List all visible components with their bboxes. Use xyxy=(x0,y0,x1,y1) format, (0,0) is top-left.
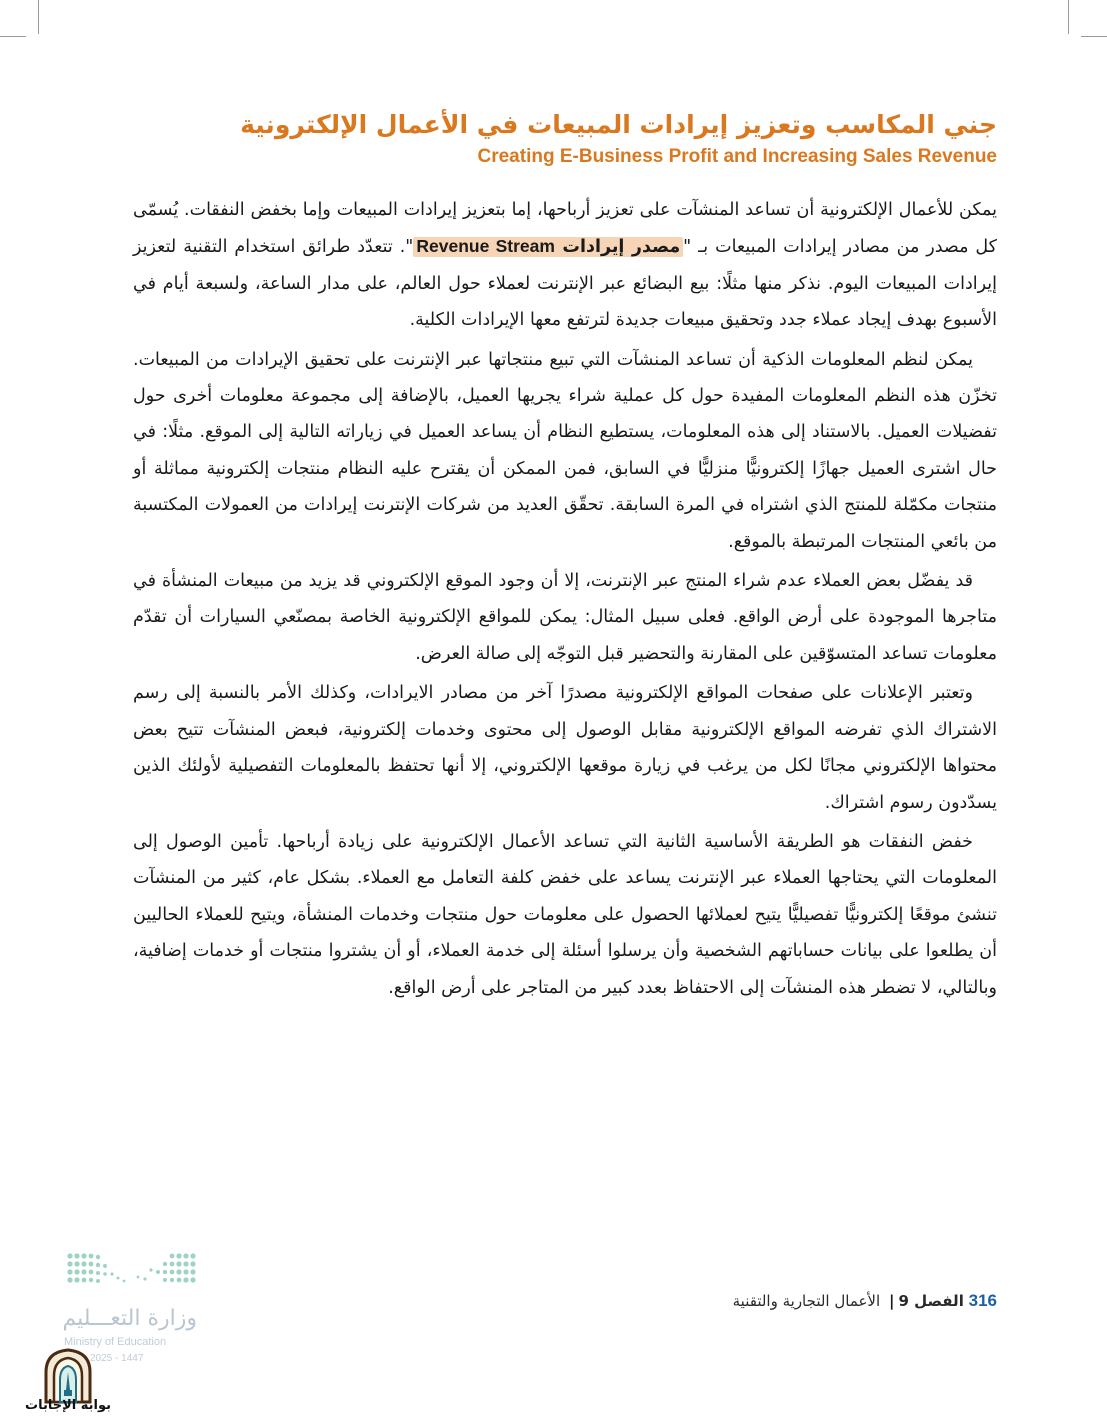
ministry-name-english: Ministry of Education xyxy=(64,1336,167,1348)
section-heading-arabic: جني المكاسب وتعزيز إيرادات المبيعات في الأعمال الإلكترونية xyxy=(240,110,997,139)
paragraph-3: قد يفضّل بعض العملاء عدم شراء المنتج عبر الإنترنت، إلا أن وجود الموقع الإلكتروني قد يزيد من مبيعات المنشأة في متاجرها الموجودة على أرض الواقع. فعلى سبيل المثال: يمكن للمواقع الإلكترونية الخاصة بمصنّعي السيارات أن تقدّم معلومات تساعد المتسوّقين على المقارنة والتحضير قبل التوجّه إلى صالة العرض. xyxy=(133,571,997,664)
paragraph-5: خفض النفقات هو الطريقة الأساسية الثانية التي تساعد الأعمال الإلكترونية على زيادة أرباحها. تأمين الوصول إلى المعلومات التي يحتاجها العملاء عبر الإنترنت يساعد على خفض كلفة التعامل مع العملاء. بشكل عام، كثير من المنشآت تنشئ موقعًا إلكترونيًّا تفصيليًّا يتيح لعملائها الحصول على معلومات حول منتجات وخدمات المنشأة، ويتيح للعملاء الحاليين أن يطلعوا على بيانات حساباتهم الشخصية وأن يرسلوا أسئلة إلى خدمة العملاء، أو أن يشتروا منتجات أو خدمات إضافية، وبالتالي، لا تضطر هذه المنشآت إلى الاحتفاظ بعدد كبير من المتاجر على أرض الواقع. xyxy=(133,831,997,998)
paragraph-2: يمكن لنظم المعلومات الذكية أن تساعد المنشآت التي تبيع منتجاتها عبر الإنترنت على تحقيق الإيرادات من المبيعات. تخزّن هذه النظم المعلومات المفيدة حول كل عملية شراء يجريها العميل، بالإضافة إلى مجموعة معلومات أخرى حول تفضيلات العميل. بالاستناد إلى هذه المعلومات، يستطيع النظام أن يساعد العميل في زياراته التالية إلى الموقع. مثلًا: في حال اشترى العميل جهازًا إلكترونيًّا منزليًّا في السابق، فمن الممكن أن يقترح عليه النظام منتجات إلكترونية مماثلة أو منتجات مكمّلة للمنتج الذي اشتراه في المرة السابقة. تحقّق العديد من شركات الإنترنت إيرادات من العمولات المكتسبة من بائعي المنتجات المرتبطة بالموقع. xyxy=(133,349,997,552)
footer-separator: | xyxy=(888,1292,895,1310)
revenue-stream-term xyxy=(413,237,683,257)
ministry-year: 2025 - 1447 xyxy=(90,1353,144,1364)
paragraph-1-part-2: ". تتعدّد طرائق استخدام التقنية لتعزيز إيرادات المبيعات اليوم. نذكر منها مثلًا: بيع البضائع عبر الإنترنت لعملاء حول العالم، على مدار الساعة، ولسبعة أيام في الأسبوع بهدف إيجاد عملاء جدد وتحقيق مبيعات جديدة لترتفع معها الإيرادات الكلية. xyxy=(133,237,997,331)
chapter-title: الأعمال التجارية والتقنية xyxy=(732,1292,881,1310)
crop-mark-right-h xyxy=(1081,36,1107,37)
paragraph-4: وتعتبر الإعلانات على صفحات المواقع الإلكترونية مصدرًا آخر من مصادر الايرادات، وكذلك الأمر بالنسبة إلى رسم الاشتراك الذي تفرضه المواقع الإلكترونية مقابل الوصول إلى محتوى وخدمات إلكترونية، فبعض المنشآت تتيح بعض محتواها الإلكتروني مجانًا لكل من يرغب في زيارة موقعها الإلكتروني، إلا أنها تحتفظ بالمعلومات التفصيلية لأولئك الذين يسدّدون رسوم اشتراك. xyxy=(133,683,997,813)
site-name: بوابة الإجابات xyxy=(25,1398,111,1413)
paragraph-1 xyxy=(133,192,997,339)
ministry-logo-dots-icon xyxy=(62,1250,212,1290)
body-text xyxy=(133,192,997,1009)
crop-mark-left-h xyxy=(0,36,26,37)
page-footer xyxy=(733,1288,997,1314)
gate-building-icon xyxy=(42,1348,94,1404)
term-english: Revenue Stream xyxy=(416,236,555,257)
page-number: 316 xyxy=(968,1291,997,1310)
crop-mark-right xyxy=(1068,0,1069,34)
crop-mark-left xyxy=(38,0,39,34)
paragraph-1-part-1: يمكن للأعمال الإلكترونية أن تساعد المنشآت على تعزيز أرباحها، إما بتعزيز إيرادات المبيعات وإما بخفض النفقات. يُسمّى كل مصدر من مصادر إيرادات المبيعات بـ " xyxy=(133,200,997,258)
term-arabic: مصدر إيرادات xyxy=(562,237,681,258)
chapter-label: الفصل 9 xyxy=(898,1292,964,1310)
ministry-name-arabic: وزارة التعـــليم xyxy=(62,1306,197,1331)
section-heading-english: Creating E-Business Profit and Increasing Sales Revenue xyxy=(477,146,997,167)
